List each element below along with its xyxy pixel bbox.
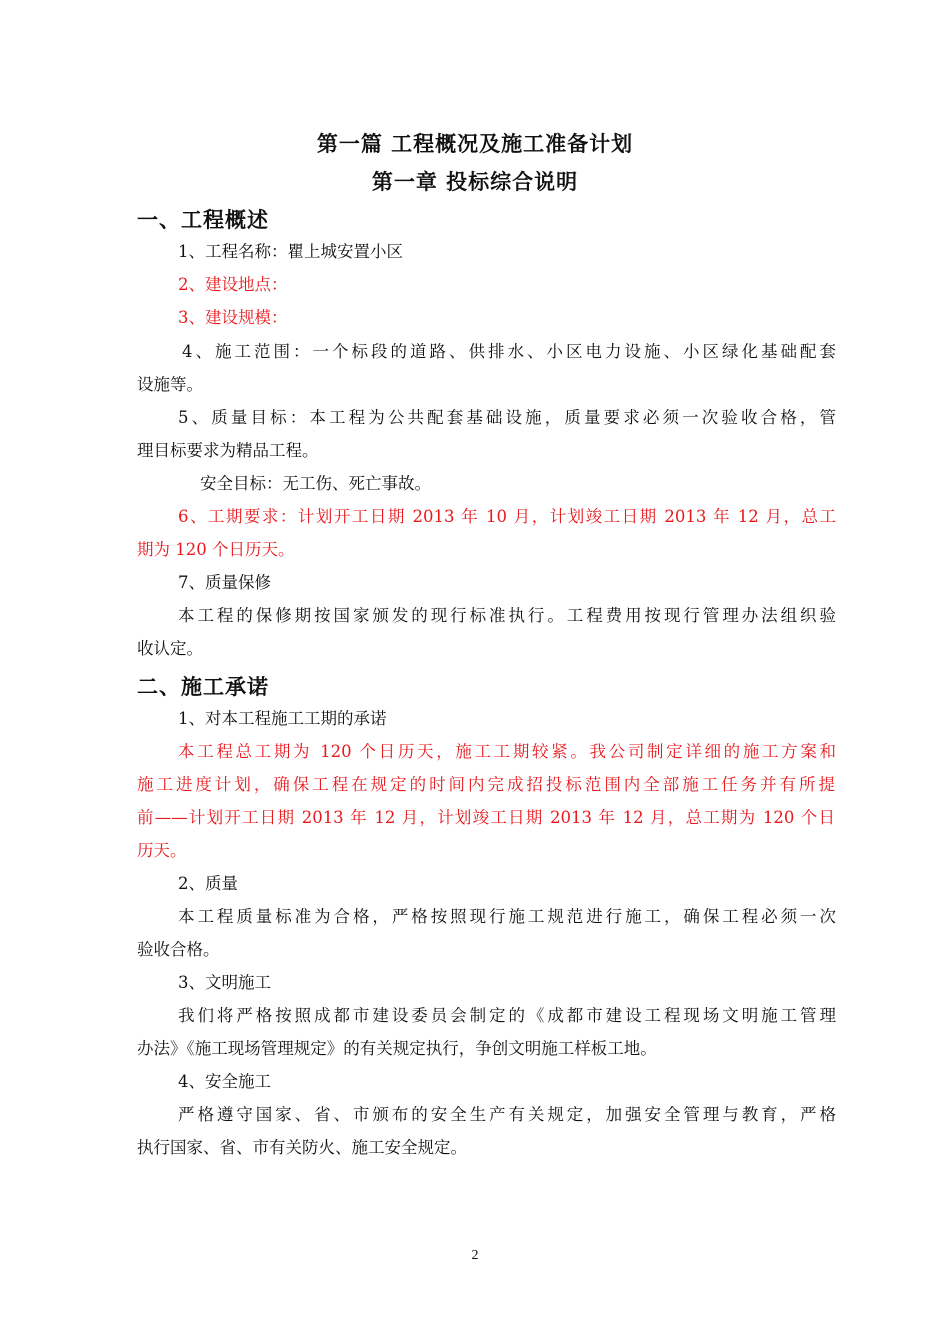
commitment-safety-title: 4、安全施工 [178, 1072, 271, 1091]
commitment-schedule-line3: 前——计划开工日期 2013 年 12 月，计划竣工日期 2013 年 12 月，总工期为 120 个日 [137, 808, 835, 827]
commitment-civilized-title: 3、文明施工 [178, 973, 271, 992]
item-scale: 3、建设规模： [178, 308, 288, 327]
commitment-schedule-line2: 施工进度计划，确保工程在规定的时间内完成招投标范围内全部施工任务并有所提 [137, 775, 835, 794]
section-heading-overview: 一、工程概述 [137, 208, 269, 232]
item-safety-target: 安全目标：无工伤、死亡事故。 [200, 474, 431, 493]
warranty-text-line1: 本工程的保修期按国家颁发的现行标准执行。工程费用按现行管理办法组织验 [178, 606, 836, 625]
commitment-schedule-line1: 本工程总工期为 120 个日历天，施工工期较紧。我公司制定详细的施工方案和 [178, 742, 836, 761]
item-quality-target-line1: 5、质量目标：本工程为公共配套基础设施，质量要求必须一次验收合格，管 [178, 408, 836, 427]
commitment-quality-title: 2、质量 [178, 874, 238, 893]
item-location: 2、建设地点： [178, 275, 288, 294]
commitment-quality-line2: 验收合格。 [137, 940, 220, 959]
commitment-civilized-line2: 办法》《施工现场管理规定》的有关规定执行，争创文明施工样板工地。 [137, 1039, 657, 1058]
item-project-name: 1、工程名称：瞿上城安置小区 [178, 242, 403, 261]
commitment-safety-line2: 执行国家、省、市有关防火、施工安全规定。 [137, 1138, 467, 1157]
item-warranty-title: 7、质量保修 [178, 573, 271, 592]
chapter-title: 第一章 投标综合说明 [371, 170, 579, 194]
commitment-schedule-line4: 历天。 [137, 841, 187, 860]
commitment-civilized-line1: 我们将严格按照成都市建设委员会制定的《成都市建设工程现场文明施工管理 [178, 1006, 836, 1025]
commitment-safety-line1: 严格遵守国家、省、市颁布的安全生产有关规定，加强安全管理与教育，严格 [178, 1105, 836, 1124]
section-heading-commitment: 二、施工承诺 [137, 675, 269, 699]
commitment-schedule-title: 1、对本工程施工工期的承诺 [178, 709, 387, 728]
part-title: 第一篇 工程概况及施工准备计划 [316, 132, 634, 156]
warranty-text-line2: 收认定。 [137, 639, 203, 658]
item-scope-line2: 设施等。 [137, 375, 203, 394]
item-schedule-line1: 6、工期要求：计划开工日期 2013 年 10 月，计划竣工日期 2013 年 12 月，总工 [178, 507, 836, 526]
commitment-quality-line1: 本工程质量标准为合格，严格按照现行施工规范进行施工，确保工程必须一次 [178, 907, 836, 926]
item-quality-target-line2: 理目标要求为精品工程。 [137, 441, 319, 460]
item-scope-line1: 4、施工范围：一个标段的道路、供排水、小区电力设施、小区绿化基础配套 [182, 342, 836, 361]
item-schedule-line2: 期为 120 个日历天。 [137, 540, 295, 559]
page-number: 2 [471, 1248, 479, 1263]
